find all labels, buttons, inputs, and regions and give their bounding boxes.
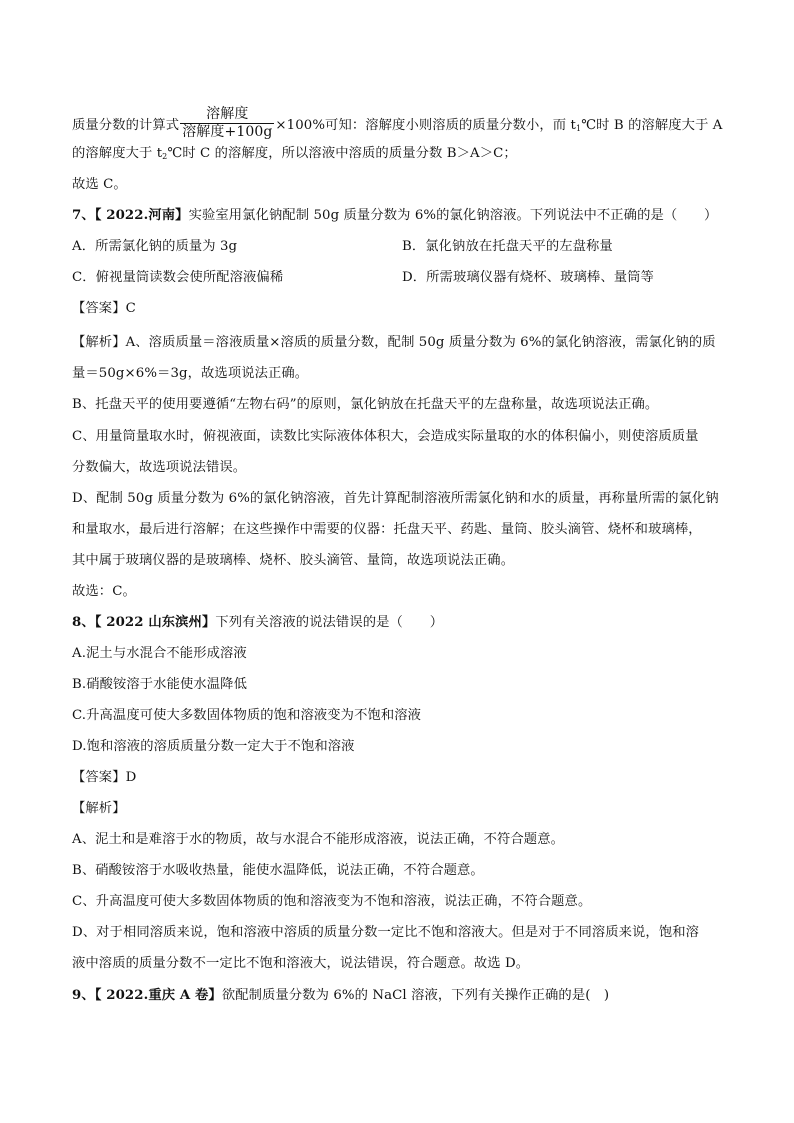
option-a: A．所需氯化钠的质量为 3g	[72, 239, 238, 254]
question-7-options-ab	[72, 237, 732, 257]
analysis-line: A、泥土和是难溶于水的物质，故与水混合不能形成溶液，说法正确，不符合题意。	[72, 832, 564, 847]
option-d: D．所需玻璃仪器有烧杯、玻璃棒、量筒等	[402, 270, 654, 285]
formula-prefix: 质量分数的计算式	[72, 118, 180, 133]
question-text: 实验室用氯化钠配制 50g 质量分数为 6%的氯化钠溶液。下列说法中不正确的是（ ）	[188, 208, 718, 223]
analysis-line: 量＝50g×6%＝3g，故选项说法正确。	[72, 366, 309, 381]
analysis-line: C、用量筒量取水时，俯视液面，读数比实际液体体积大，会造成实际量取的水的体积偏小，则使溶质质量	[72, 429, 699, 444]
analysis-line: D、配制 50g 质量分数为 6%的氯化钠溶液，首先计算配制溶液所需氯化钠和水的质量，再称量所需的氯化钠	[72, 491, 719, 506]
answer: 【答案】D	[72, 770, 137, 785]
option-a: A.泥土与水混合不能形成溶液	[72, 646, 247, 661]
analysis-line: C、升高温度可使大多数固体物质的饱和溶液变为不饱和溶液，说法正确，不符合题意。	[72, 894, 592, 909]
analysis-heading: 【解析】	[72, 801, 126, 816]
analysis-line: 故选：C。	[72, 584, 136, 599]
question-text: 下列有关溶液的说法错误的是（ ）	[215, 615, 444, 630]
fraction-numerator: 溶解度	[180, 106, 274, 124]
question-7-options-cd	[72, 268, 732, 288]
question-number: 9、【 2022.重庆 A 卷】	[72, 988, 222, 1003]
analysis-line: D、对于相同溶质来说，饱和溶液中溶质的质量分数一定比不饱和溶液大。但是对于不同溶质来说，饱和溶	[72, 925, 700, 940]
question-number: 8、【 2022 山东滨州】	[72, 615, 216, 630]
fraction-denominator: 溶解度+100g	[182, 124, 273, 140]
analysis-line: 和量取水，最后进行溶解；在这些操作中需要的仪器：托盘天平、药匙、量筒、胶头滴管、烧杯和玻璃棒，	[72, 522, 702, 537]
option-b: B.硝酸铵溶于水能使水温降低	[72, 677, 247, 692]
analysis-line: 分数偏大，故选项说法错误。	[72, 460, 247, 475]
formula-rest: ℃时 B 的溶解度大于 A	[581, 118, 723, 133]
analysis-line: 【解析】A、溶质质量＝溶液质量×溶质的质量分数，配制 50g 质量分数为 6%的氯化钠溶液，需氯化钠的质	[72, 335, 716, 350]
subscript: 1	[575, 124, 582, 133]
analysis-line: B、托盘天平的使用要遵循“左物右码”的原则，氯化钠放在托盘天平的左盘称量，故选项说法正确。	[72, 397, 659, 412]
formula-mid: ×100%可知：溶解度小则溶质的质量分数小，而 t	[275, 118, 576, 133]
answer: 【答案】C	[72, 301, 136, 316]
analysis-line: B、硝酸铵溶于水吸收热量，能使水温降低，说法正确，不符合题意。	[72, 863, 484, 878]
question-text: 欲配制质量分数为 6%的 NaCl 溶液，下列有关操作正确的是( )	[221, 988, 610, 1003]
solubility-fraction	[180, 106, 274, 141]
question-8-stem	[72, 613, 732, 633]
question-9-stem	[72, 986, 732, 1006]
formula-line	[72, 108, 732, 143]
option-c: C．俯视量筒读数会使所配溶液偏稀	[72, 270, 284, 285]
text-line: 故选 C。	[72, 177, 127, 192]
text-line	[72, 144, 732, 167]
subscript: 2	[162, 152, 168, 161]
question-7-stem	[72, 206, 732, 226]
option-d: D.饱和溶液的溶质质量分数一定大于不饱和溶液	[72, 739, 355, 754]
analysis-line: 其中属于玻璃仪器的是玻璃棒、烧杯、胶头滴管、量筒，故选项说法正确。	[72, 553, 515, 568]
analysis-line: 液中溶质的质量分数不一定比不饱和溶液大，说法错误，符合题意。故选 D。	[72, 956, 530, 971]
option-b: B．氯化钠放在托盘天平的左盘称量	[402, 239, 613, 254]
question-number: 7、【 2022.河南】	[72, 208, 189, 223]
text-span: 的溶解度大于 t	[72, 146, 163, 161]
text-span: ℃时 C 的溶解度，所以溶液中溶质的质量分数 B＞A＞C；	[167, 146, 517, 161]
option-c: C.升高温度可使大多数固体物质的饱和溶液变为不饱和溶液	[72, 708, 422, 723]
